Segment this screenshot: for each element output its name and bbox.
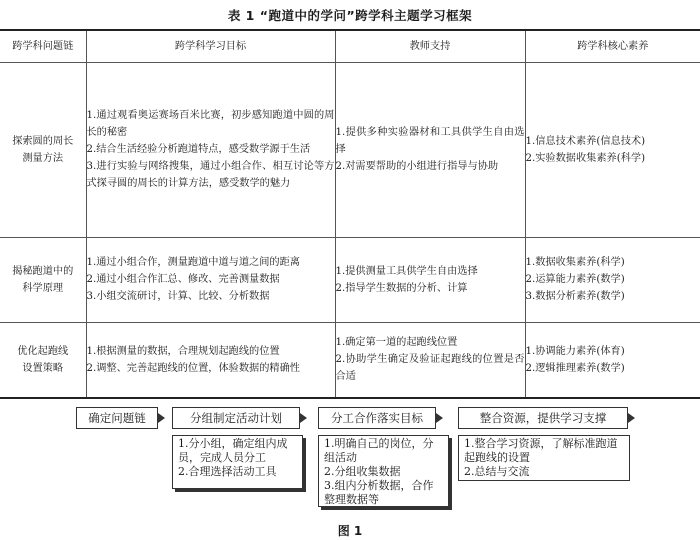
- literacy-item: 2.运算能力素养(数学): [525, 274, 625, 285]
- flow-step-define-problem-chain: 确定问题链: [76, 407, 158, 429]
- goal-item: 1.根据测量的数据，合理规划起跑线的位置: [86, 345, 280, 357]
- goal-item: 2.结合生活经验分析跑道特点，感受数学源于生活: [86, 144, 311, 155]
- flow-diagram: [0, 407, 700, 517]
- flow-detail-item: 2.分组收集数据: [324, 465, 401, 478]
- goal-item: 1.通过小组合作，测量跑道中道与道之间的距离: [86, 257, 300, 268]
- literacy-item: 1.数据收集素养(科学): [525, 257, 625, 268]
- header-learning-goals: 跨学科学习目标: [86, 30, 335, 62]
- support-cell: [335, 322, 525, 398]
- support-item: 2.指导学生数据的分析、计算: [335, 282, 468, 294]
- literacy-cell: [525, 322, 700, 398]
- problem-cell: [0, 62, 86, 237]
- flow-detail-item: 3.组内分析数据，合作整理数据等: [324, 479, 434, 506]
- flow-detail-item: 1.整合学习资源，了解标准跑道起跑线的设置: [464, 437, 618, 464]
- support-item: 1.确定第一道的起跑线位置: [335, 337, 458, 349]
- goal-item: 2.通过小组合作汇总、修改、完善测量数据: [86, 274, 280, 285]
- problem-line: 探索圆的周长: [12, 135, 74, 147]
- goals-cell: [86, 322, 335, 398]
- support-item: 2.协助学生确定及验证起跑线的位置是否合适: [335, 354, 525, 383]
- flow-detail-item: 1.分小组，确定组内成员，完成人员分工: [178, 437, 288, 464]
- flow-step-integrate-resources: 整合资源，提供学习支撑: [458, 407, 628, 429]
- table-caption: 表 1 “跑道中的学问”跨学科主题学习框架: [227, 8, 473, 23]
- flow-step-group-plan: 分组制定活动计划: [172, 407, 300, 429]
- problem-line: 揭秘跑道中的: [12, 265, 74, 277]
- goal-item: 1.通过观看奥运赛场百米比赛，初步感知跑道中圆的周长的秘密: [86, 110, 335, 138]
- literacy-item: 3.数据分析素养(数学): [525, 291, 625, 302]
- support-item: 2.对需要帮助的小组进行指导与协助: [335, 161, 499, 172]
- header-core-literacy: 跨学科核心素养: [525, 30, 700, 62]
- support-item: 1.提供测量工具供学生自由选择: [335, 265, 478, 277]
- goals-cell: [86, 62, 335, 237]
- figure-label: 图 1: [337, 524, 363, 538]
- framework-table: [0, 29, 700, 399]
- flow-detail-cooperate: [318, 435, 449, 507]
- table-row: [0, 237, 700, 322]
- flow-detail-integrate-resources: [458, 435, 630, 481]
- header-teacher-support: 教师支持: [335, 30, 525, 62]
- literacy-cell: [525, 62, 700, 237]
- problem-line: 测量方法: [22, 152, 64, 164]
- flow-detail-item: 1.明确自己的岗位，分组活动: [324, 437, 434, 464]
- problem-cell: [0, 237, 86, 322]
- table-row: [0, 62, 700, 237]
- literacy-item: 1.协调能力素养(体育): [525, 345, 625, 357]
- table-row: [0, 322, 700, 398]
- flow-detail-group-plan: [172, 435, 303, 489]
- goals-cell: [86, 237, 335, 322]
- flow-detail-item: 2.总结与交流: [464, 465, 530, 478]
- flow-detail-item: 2.合理选择活动工具: [178, 465, 277, 478]
- literacy-item: 2.实验数据收集素养(科学): [525, 152, 646, 164]
- table-header-row: [0, 30, 700, 62]
- goal-item: 3.进行实验与网络搜集，通过小组合作、相互讨论等方式探寻圆的周长的计算方法，感受数学的魅力: [86, 161, 335, 189]
- problem-line: 优化起跑线: [17, 345, 69, 357]
- problem-cell: [0, 322, 86, 398]
- support-cell: [335, 237, 525, 322]
- problem-line: 设置策略: [22, 362, 64, 374]
- goal-item: 2.调整、完善起跑线的位置，体验数据的精确性: [86, 362, 300, 374]
- header-problem-chain: 跨学科问题链: [12, 40, 74, 52]
- goal-item: 3.小组交流研讨，计算、比较、分析数据: [86, 291, 270, 302]
- literacy-cell: [525, 237, 700, 322]
- support-item: 1.提供多种实验器材和工具供学生自由选择: [335, 127, 525, 155]
- flow-step-cooperate: 分工合作落实目标: [318, 407, 436, 429]
- support-cell: [335, 62, 525, 237]
- literacy-item: 1.信息技术素养(信息技术): [525, 135, 646, 147]
- problem-line: 科学原理: [22, 282, 64, 294]
- literacy-item: 2.逻辑推理素养(数学): [525, 362, 625, 374]
